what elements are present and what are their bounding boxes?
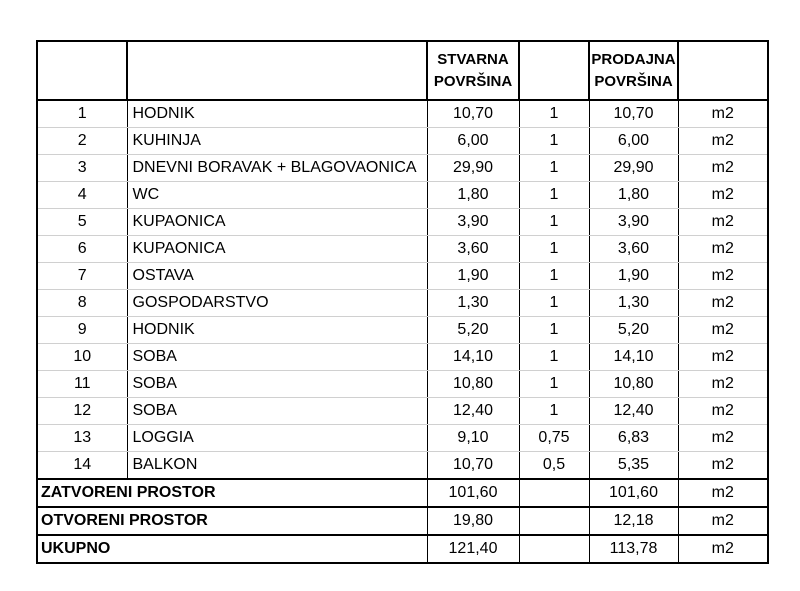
actual-area: 1,30 bbox=[427, 290, 519, 317]
coefficient: 1 bbox=[519, 236, 589, 263]
unit: m2 bbox=[678, 371, 768, 398]
row-number: 13 bbox=[37, 425, 127, 452]
row-number: 14 bbox=[37, 452, 127, 480]
table-row bbox=[37, 452, 768, 480]
actual-area: 10,80 bbox=[427, 371, 519, 398]
sales-area: 6,00 bbox=[589, 128, 678, 155]
table-row bbox=[37, 263, 768, 290]
room-name: KUPAONICA bbox=[127, 236, 427, 263]
unit: m2 bbox=[678, 209, 768, 236]
table-row bbox=[37, 100, 768, 128]
actual-area: 1,90 bbox=[427, 263, 519, 290]
unit: m2 bbox=[678, 128, 768, 155]
table-row bbox=[37, 128, 768, 155]
coefficient: 1 bbox=[519, 290, 589, 317]
room-name: HODNIK bbox=[127, 317, 427, 344]
sales-area: 1,30 bbox=[589, 290, 678, 317]
table-totals bbox=[37, 479, 768, 563]
row-number: 2 bbox=[37, 128, 127, 155]
row-number: 7 bbox=[37, 263, 127, 290]
sales-area: 5,20 bbox=[589, 317, 678, 344]
room-name: KUPAONICA bbox=[127, 209, 427, 236]
total-actual-area: 19,80 bbox=[427, 507, 519, 535]
totals-row bbox=[37, 507, 768, 535]
coefficient: 1 bbox=[519, 263, 589, 290]
row-number: 9 bbox=[37, 317, 127, 344]
coefficient: 1 bbox=[519, 398, 589, 425]
sales-area: 3,60 bbox=[589, 236, 678, 263]
row-number: 4 bbox=[37, 182, 127, 209]
sales-area: 5,35 bbox=[589, 452, 678, 480]
coefficient: 1 bbox=[519, 128, 589, 155]
sales-area: 3,90 bbox=[589, 209, 678, 236]
total-coefficient bbox=[519, 507, 589, 535]
room-name: GOSPODARSTVO bbox=[127, 290, 427, 317]
total-unit: m2 bbox=[678, 479, 768, 507]
row-number: 11 bbox=[37, 371, 127, 398]
table-row bbox=[37, 155, 768, 182]
table-row bbox=[37, 371, 768, 398]
header-sales-line2: POVRŠINA bbox=[594, 72, 673, 90]
coefficient: 1 bbox=[519, 344, 589, 371]
total-unit: m2 bbox=[678, 535, 768, 563]
unit: m2 bbox=[678, 398, 768, 425]
totals-label: ZATVORENI PROSTOR bbox=[37, 479, 427, 507]
sales-area: 10,70 bbox=[589, 100, 678, 128]
row-number: 1 bbox=[37, 100, 127, 128]
sales-area: 29,90 bbox=[589, 155, 678, 182]
header-room bbox=[127, 41, 427, 100]
totals-row bbox=[37, 479, 768, 507]
coefficient: 1 bbox=[519, 182, 589, 209]
sales-area: 12,40 bbox=[589, 398, 678, 425]
total-coefficient bbox=[519, 479, 589, 507]
actual-area: 29,90 bbox=[427, 155, 519, 182]
coefficient: 1 bbox=[519, 317, 589, 344]
header-unit bbox=[678, 41, 768, 100]
room-name: HODNIK bbox=[127, 100, 427, 128]
header-actual-line2: POVRŠINA bbox=[433, 72, 513, 90]
coefficient: 1 bbox=[519, 155, 589, 182]
room-name: SOBA bbox=[127, 344, 427, 371]
table-row bbox=[37, 425, 768, 452]
table-row bbox=[37, 209, 768, 236]
unit: m2 bbox=[678, 290, 768, 317]
room-name: SOBA bbox=[127, 398, 427, 425]
unit: m2 bbox=[678, 317, 768, 344]
row-number: 10 bbox=[37, 344, 127, 371]
table-row bbox=[37, 317, 768, 344]
table-row bbox=[37, 398, 768, 425]
row-number: 8 bbox=[37, 290, 127, 317]
sales-area: 1,90 bbox=[589, 263, 678, 290]
actual-area: 3,90 bbox=[427, 209, 519, 236]
room-name: KUHINJA bbox=[127, 128, 427, 155]
header-actual-line1: STVARNA bbox=[437, 50, 509, 68]
actual-area: 14,10 bbox=[427, 344, 519, 371]
header-coefficient bbox=[519, 41, 589, 100]
header-sales-area bbox=[589, 41, 678, 100]
sales-area: 10,80 bbox=[589, 371, 678, 398]
actual-area: 12,40 bbox=[427, 398, 519, 425]
area-table bbox=[36, 40, 769, 564]
room-name: SOBA bbox=[127, 371, 427, 398]
room-name: LOGGIA bbox=[127, 425, 427, 452]
unit: m2 bbox=[678, 344, 768, 371]
actual-area: 6,00 bbox=[427, 128, 519, 155]
totals-label: UKUPNO bbox=[37, 535, 427, 563]
coefficient: 0,75 bbox=[519, 425, 589, 452]
total-sales-area: 12,18 bbox=[589, 507, 678, 535]
header-row bbox=[37, 41, 768, 100]
actual-area: 1,80 bbox=[427, 182, 519, 209]
row-number: 5 bbox=[37, 209, 127, 236]
sales-area: 6,83 bbox=[589, 425, 678, 452]
actual-area: 10,70 bbox=[427, 100, 519, 128]
total-actual-area: 101,60 bbox=[427, 479, 519, 507]
totals-label: OTVORENI PROSTOR bbox=[37, 507, 427, 535]
table-row bbox=[37, 290, 768, 317]
header-actual-area bbox=[427, 41, 519, 100]
header-number bbox=[37, 41, 127, 100]
header-sales-line1: PRODAJNA bbox=[591, 50, 676, 68]
unit: m2 bbox=[678, 425, 768, 452]
coefficient: 1 bbox=[519, 371, 589, 398]
total-sales-area: 101,60 bbox=[589, 479, 678, 507]
row-number: 3 bbox=[37, 155, 127, 182]
room-name: DNEVNI BORAVAK + BLAGOVAONICA bbox=[127, 155, 427, 182]
table-row bbox=[37, 182, 768, 209]
table-body bbox=[37, 100, 768, 479]
coefficient: 0,5 bbox=[519, 452, 589, 480]
unit: m2 bbox=[678, 155, 768, 182]
row-number: 6 bbox=[37, 236, 127, 263]
sales-area: 1,80 bbox=[589, 182, 678, 209]
room-name: BALKON bbox=[127, 452, 427, 480]
table-row bbox=[37, 344, 768, 371]
actual-area: 9,10 bbox=[427, 425, 519, 452]
sales-area: 14,10 bbox=[589, 344, 678, 371]
actual-area: 3,60 bbox=[427, 236, 519, 263]
unit: m2 bbox=[678, 100, 768, 128]
unit: m2 bbox=[678, 452, 768, 480]
actual-area: 10,70 bbox=[427, 452, 519, 480]
unit: m2 bbox=[678, 182, 768, 209]
total-actual-area: 121,40 bbox=[427, 535, 519, 563]
totals-row bbox=[37, 535, 768, 563]
row-number: 12 bbox=[37, 398, 127, 425]
total-unit: m2 bbox=[678, 507, 768, 535]
actual-area: 5,20 bbox=[427, 317, 519, 344]
room-name: OSTAVA bbox=[127, 263, 427, 290]
total-coefficient bbox=[519, 535, 589, 563]
room-name: WC bbox=[127, 182, 427, 209]
coefficient: 1 bbox=[519, 100, 589, 128]
coefficient: 1 bbox=[519, 209, 589, 236]
table-row bbox=[37, 236, 768, 263]
unit: m2 bbox=[678, 263, 768, 290]
total-sales-area: 113,78 bbox=[589, 535, 678, 563]
unit: m2 bbox=[678, 236, 768, 263]
